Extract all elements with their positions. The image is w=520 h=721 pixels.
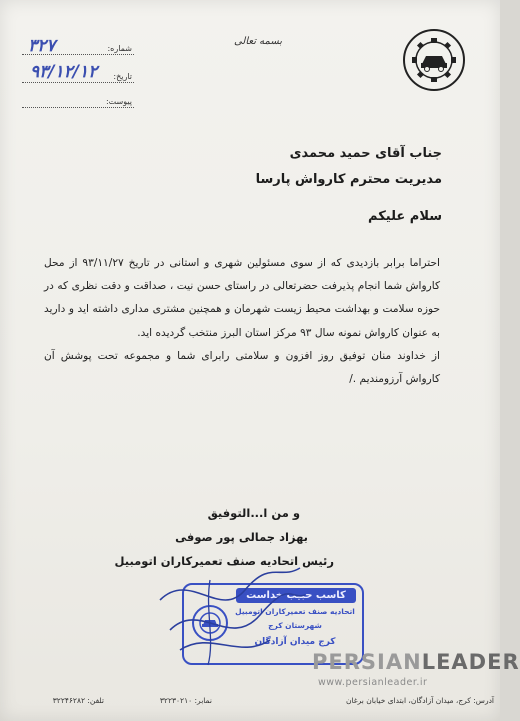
attachment-label: پیوست: bbox=[105, 97, 132, 106]
watermark-url: www.persianleader.ir bbox=[318, 677, 428, 688]
number-label: شماره: bbox=[107, 44, 132, 53]
body-paragraph: از خداوند منان توفیق روز افزون و سلامتی رابرای شما و مجموعه تحت پوشش آن کارواش آرزومندیم ./ bbox=[44, 349, 440, 386]
stamp-line: کرج میدان آزادگان bbox=[254, 637, 336, 647]
signatory-title: رئیس اتحادیه صنف تعمیرکاران اتومبیل bbox=[114, 554, 334, 568]
signature-icon bbox=[150, 560, 310, 670]
closing-phrase: و من ا...التوفیق bbox=[207, 506, 300, 520]
watermark-brand-part1: PERSIAN bbox=[312, 650, 422, 674]
date-line bbox=[22, 82, 134, 83]
body-paragraph: احتراما برابر بازدیدی که از سوی مسئولین شهری و استانی در تاریخ ۹۳/۱۱/۲۷ از محل کارواش شما انجام پذیرفت حضرتعالی در راستای حسن نیت ، صداقت و دقت نظری که در حوزه سلامت و بهداشت محیط زیست شهرمان و همچنین مشتری مداری داشته اید و دارید به عنوان کارواش نمونه سال ۹۳ مرکز استان البرز منتخب گردیده اید. bbox=[44, 257, 440, 339]
greeting: سلام علیکم bbox=[368, 209, 442, 224]
watermark-brand bbox=[312, 650, 520, 674]
number-handwritten: ۳۲۷ bbox=[28, 36, 56, 56]
date-handwritten: ۹۳/۱۲/۱۲ bbox=[30, 62, 98, 82]
signatory-name: بهزاد جمالی پور صوفی bbox=[175, 530, 308, 544]
date-label: تاریخ: bbox=[113, 72, 132, 81]
stamp-line: شهرستان کرج bbox=[268, 621, 322, 630]
addressee-title: مدیریت محترم کارواش پارسا bbox=[255, 172, 442, 187]
stamp-line: اتحادیه صنف تعمیرکاران اتومبیل bbox=[235, 607, 355, 616]
footer-address: آدرس: کرج، میدان آزادگان، ابتدای خیابان برغان bbox=[345, 696, 494, 705]
watermark-brand-part2: LEADER bbox=[421, 650, 520, 674]
bismillah-heading: بسمه تعالی bbox=[233, 36, 283, 47]
site-watermark bbox=[312, 650, 520, 698]
union-logo-icon bbox=[398, 24, 470, 96]
addressee-name: جناب آقای حمید محمدی bbox=[289, 146, 442, 161]
stamp-title: کاسب حبیب خداست bbox=[236, 588, 356, 603]
footer-fax: نمابر: ۳۲۲۳۰۲۱۰ bbox=[159, 696, 212, 705]
footer-phone: تلفن: ۳۲۲۴۶۲۸۲ bbox=[52, 696, 104, 705]
letter-body bbox=[44, 252, 440, 391]
attachment-line bbox=[22, 107, 134, 108]
